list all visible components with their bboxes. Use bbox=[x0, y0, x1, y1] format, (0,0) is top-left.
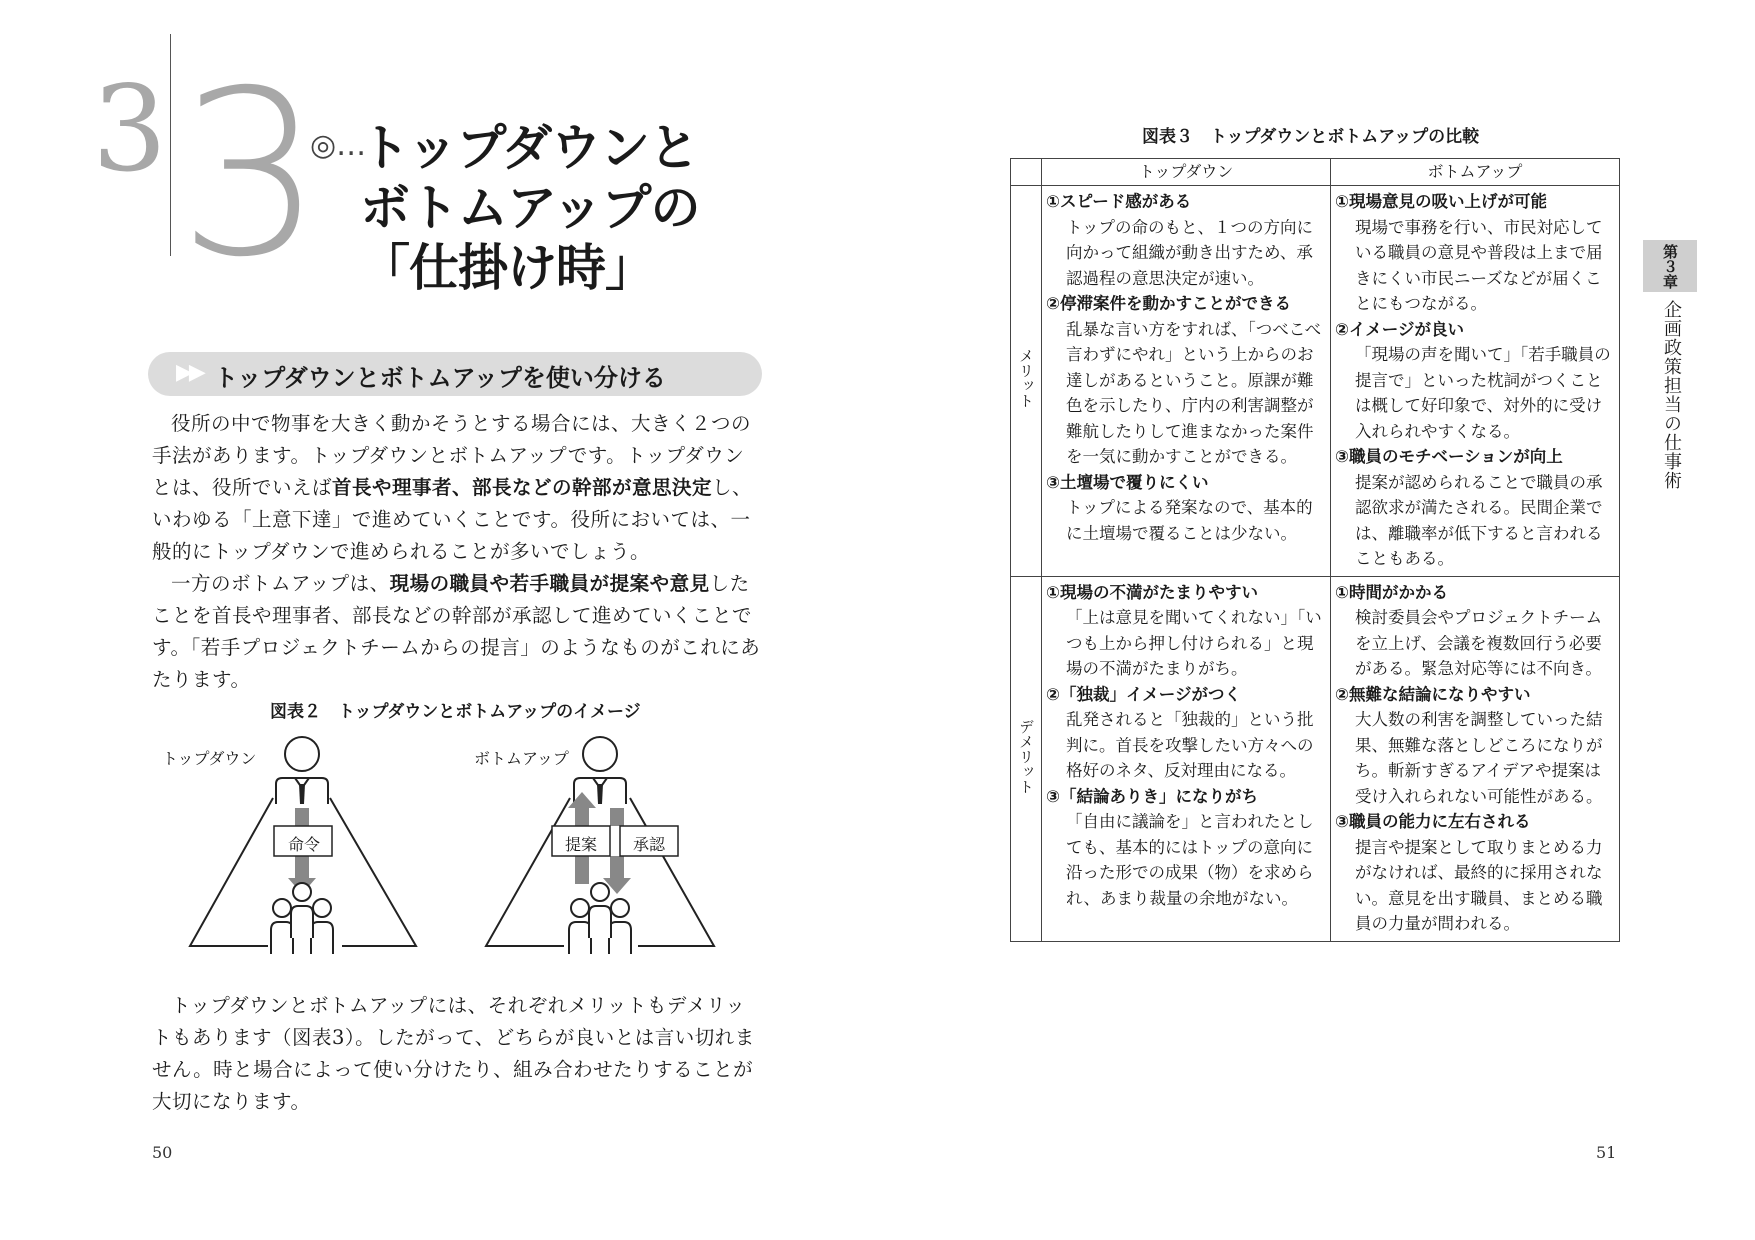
para2-text-a: 一方のボトムアップは、 bbox=[171, 572, 390, 595]
chapter-tab-label: 第３章 bbox=[1661, 244, 1679, 289]
item-head: ③「結論ありき」になりがち bbox=[1046, 786, 1258, 806]
paragraph-3: トップダウンとボトムアップには、それぞれメリットもデメリットもあります（図表3）。したがって、どちらが良いとは言い切れません。時と場合によって使い分けたり、組み合わせたりすることが大切になります。 bbox=[152, 994, 755, 1113]
item-body: 乱発されると「独裁的」という批判に。首長を攻撃したい方々への格好のネタ、反対理由になる。 bbox=[1066, 710, 1314, 780]
merit-label: メリット bbox=[1017, 348, 1035, 409]
row-header-merit bbox=[1011, 186, 1042, 577]
para1-text-a: 役所の中で物事を大きく動かそうとする場合には、大きく２つの手法があります。トップダウンとボトムアップです。トップダウンとは、役所でいえば bbox=[152, 412, 752, 499]
para1-bold: 首長や理事者、部長などの幹部が意思決定 bbox=[332, 476, 713, 499]
item-head: ③職員のモチベーションが向上 bbox=[1335, 447, 1563, 466]
item-body: 「上は意見を聞いてくれない」「いつも上から押し付けられる」と現場の不満がたまりがち。 bbox=[1066, 608, 1322, 678]
row-header-demerit bbox=[1011, 576, 1042, 941]
item-head: ①スピード感がある bbox=[1046, 192, 1192, 211]
para2-bold: 現場の職員や若手職員が提案や意見 bbox=[389, 572, 710, 595]
para1-text-b: し、いわゆる「上意下達」で進めていくことです。役所においては、一般的にトップダウンで進められることが多いでしょう。 bbox=[152, 476, 753, 563]
item-body: 提案が認められることで職員の承認欲求が満たされる。民間企業では、離職率が低下すると言われることもある。 bbox=[1355, 472, 1603, 568]
item-head: ③職員の能力に左右される bbox=[1335, 812, 1531, 831]
item-body: トップによる発案なので、基本的に土壇場で覆ることは少ない。 bbox=[1066, 498, 1313, 543]
item-head: ①時間がかかる bbox=[1335, 582, 1448, 602]
item-body: 「自由に議論を」と言われたとしても、基本的にはトップの意向に沿った形での成果（物）を求められ、あまり裁量の余地がない。 bbox=[1066, 812, 1314, 908]
paragraph-1 bbox=[152, 408, 762, 568]
item-head: ③土壇場で覆りにくい bbox=[1046, 472, 1209, 492]
chapter-running-title: 企画政策担当の仕事術 bbox=[1661, 300, 1682, 490]
item-head: ②「独裁」イメージがつく bbox=[1046, 684, 1241, 704]
title-line-1: トップダウンと bbox=[360, 119, 698, 177]
body-paragraphs bbox=[152, 408, 762, 696]
demerit-label: デメリット bbox=[1017, 718, 1035, 794]
demerit-row bbox=[1011, 576, 1620, 941]
item-head: ②停滞案件を動かすことができる bbox=[1046, 294, 1291, 313]
chapter-number: 3 bbox=[92, 60, 168, 198]
item-body: 大人数の利害を調整していった結果、無難な落としどころになりがち。斬新すぎるアイデアや提案は受け入れられない可能性がある。 bbox=[1355, 710, 1603, 806]
item-head: ②イメージが良い bbox=[1335, 319, 1464, 339]
item-head: ①現場の不満がたまりやすい bbox=[1046, 582, 1258, 602]
page-title bbox=[360, 118, 700, 298]
col-header-bottomup: ボトムアップ bbox=[1331, 159, 1620, 186]
col-header-topdown: トップダウン bbox=[1042, 159, 1331, 186]
demerit-topdown-cell bbox=[1042, 576, 1331, 941]
item-body: 乱暴な言い方をすれば、「つべこべ言わずにやれ」という上からのお達しがあるということ。原課が難色を示したり、庁内の利害調整が難航したりして進まなかった案件を一気に動かすことができる。 bbox=[1066, 319, 1322, 466]
merit-bottomup-cell bbox=[1331, 186, 1620, 577]
para2-text-b: したことを首長や理事者、部長などの幹部が承認して進めていくことです。「若手プロジェクトチームからの提言」のようなものがこれにあたります。 bbox=[152, 572, 761, 691]
closing-paragraph bbox=[152, 990, 762, 1118]
header-divider bbox=[170, 34, 171, 256]
demerit-bottomup-cell bbox=[1331, 576, 1620, 941]
item-head: ②無難な結論になりやすい bbox=[1335, 684, 1531, 704]
topdown-label: トップダウン bbox=[162, 749, 257, 768]
bottomup-label: ボトムアップ bbox=[474, 749, 569, 768]
item-body: 「現場の声を聞いて」「若手職員の提言で」といった枕詞がつくことは概して好印象で、対外的に受け入れられやすくなる。 bbox=[1355, 345, 1611, 441]
command-box-label: 命令 bbox=[287, 835, 320, 854]
title-line-3: 「仕掛け時」 bbox=[360, 239, 654, 297]
comparison-table bbox=[1010, 158, 1620, 942]
title-line-2: ボトムアップの bbox=[360, 179, 700, 237]
page-number-right: 51 bbox=[1596, 1143, 1617, 1162]
item-body: 提言や提案として取りまとめる力がなければ、最終的に採用されない。意見を出す職員、まとめる職員の力量が問われる。 bbox=[1355, 837, 1603, 933]
table-caption: 図表３ トップダウンとボトムアップの比較 bbox=[1142, 127, 1480, 147]
paragraph-2 bbox=[152, 568, 762, 696]
item-body: 現場で事務を行い、市民対応している職員の意見や普段は上まで届きにくい市民ニーズなどが届くことにもつながる。 bbox=[1355, 217, 1603, 313]
item-body: 検討委員会やプロジェクトチームを立上げ、会議を複数回行う必要がある。緊急対応等には不向き。 bbox=[1355, 608, 1603, 678]
approval-box-label: 承認 bbox=[632, 835, 665, 854]
item-body: トップの命のもと、１つの方向に向かって組織が動き出すため、承認過程の意思決定が速い。 bbox=[1066, 217, 1314, 288]
merit-row bbox=[1011, 186, 1620, 577]
corner-cell bbox=[1011, 159, 1042, 186]
item-head: ①現場意見の吸い上げが可能 bbox=[1335, 192, 1547, 211]
title-mark: ◎… bbox=[310, 128, 367, 163]
figure2-caption: 図表２ トップダウンとボトムアップのイメージ bbox=[270, 702, 641, 722]
section-heading: トップダウンとボトムアップを使い分ける bbox=[214, 364, 666, 392]
proposal-box-label: 提案 bbox=[564, 835, 597, 854]
double-arrow-icon: ▶▶ bbox=[176, 360, 202, 385]
merit-topdown-cell bbox=[1042, 186, 1331, 577]
page-number-left: 50 bbox=[152, 1143, 173, 1162]
table-header-row bbox=[1011, 159, 1620, 186]
section-number: 3 bbox=[178, 41, 324, 307]
